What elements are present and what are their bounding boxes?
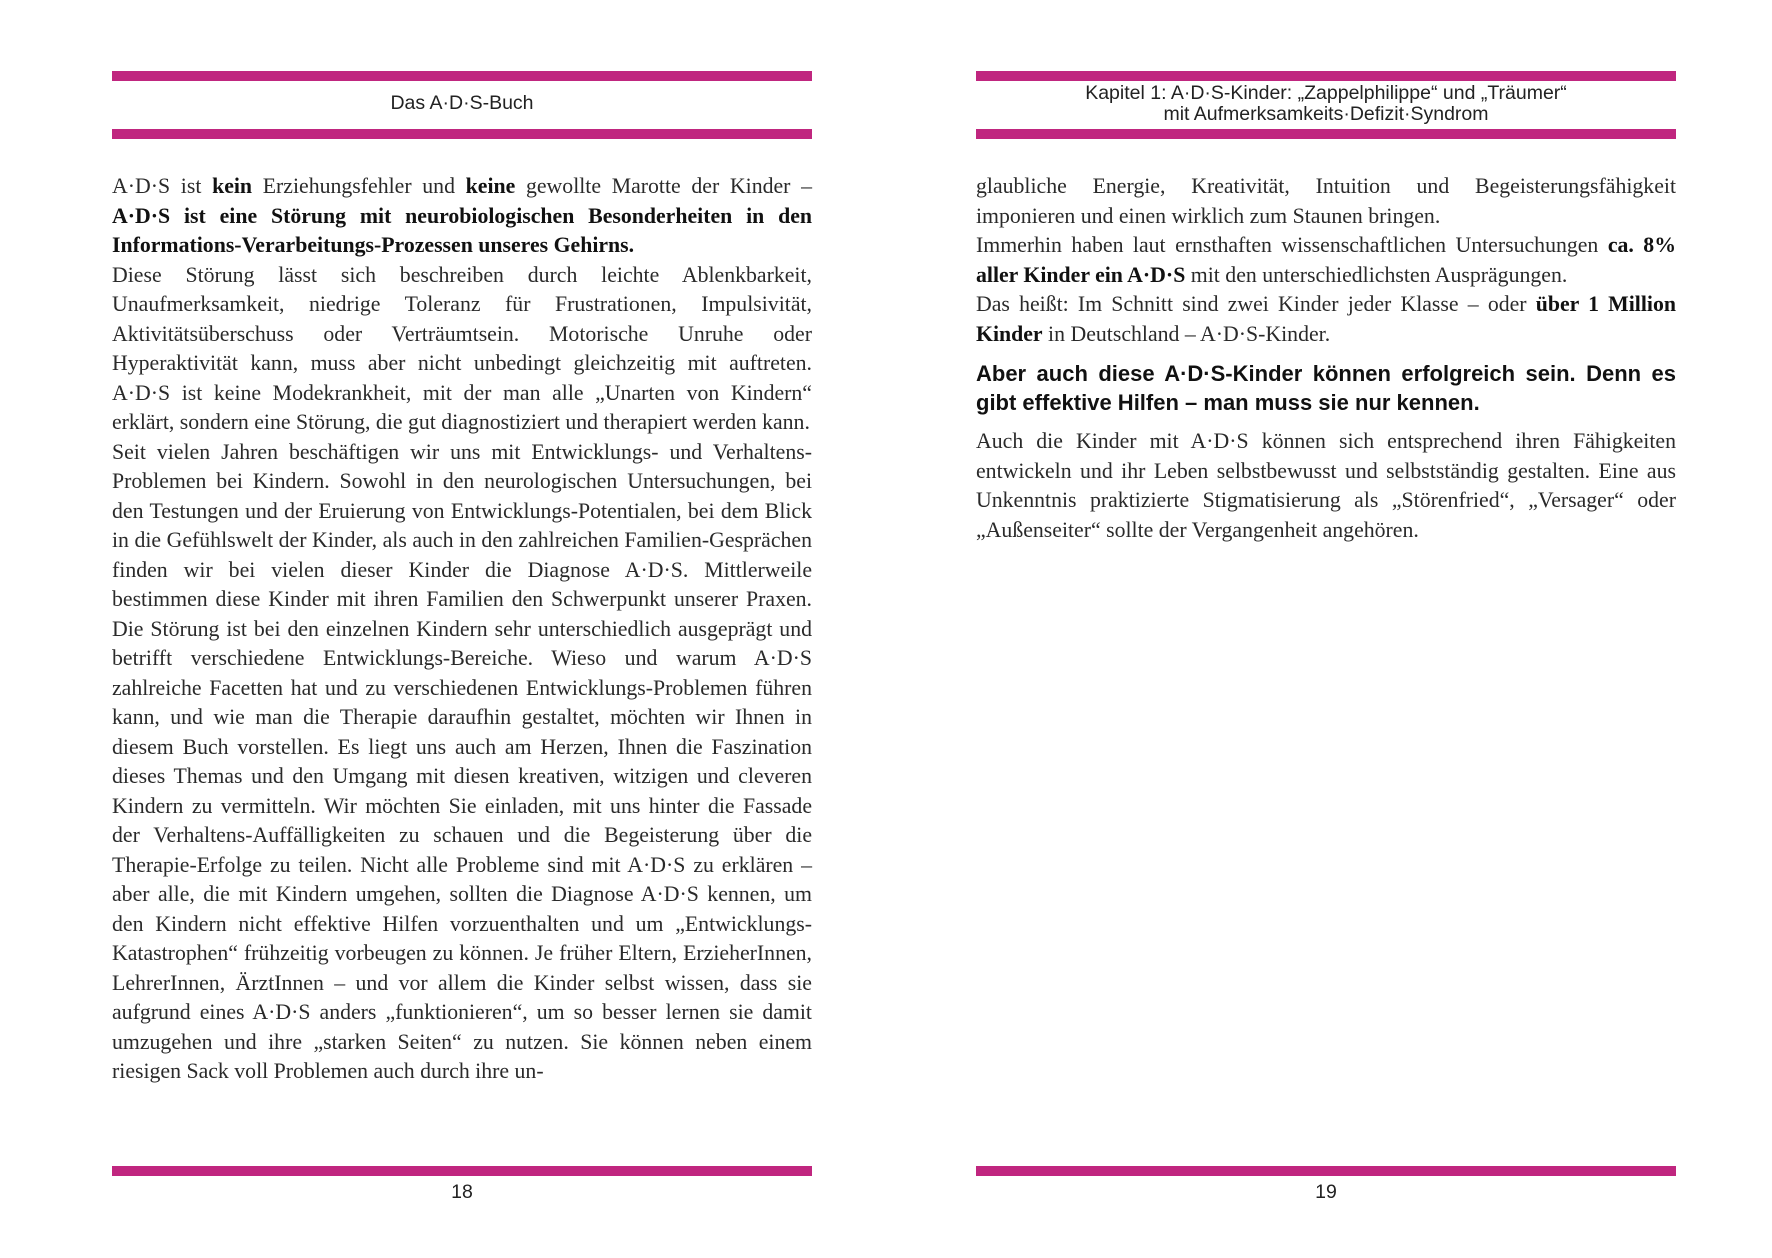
header-rule-top (976, 71, 1676, 81)
header-rule-top (112, 71, 812, 81)
header-rule-bottom (976, 129, 1676, 139)
right-page (976, 0, 1676, 1258)
page-number: 19 (1315, 1181, 1337, 1203)
paragraph: Seit vielen Jahren beschäftigen wir uns mit Entwicklungs- und Verhaltens-Problemen bei Kindern. Sowohl in den neurologischen Untersuchungen, bei den Testungen und der Eruierung von Entwicklungs-Potentialen, bei dem Blick in die Gefühlswelt der Kinder, als auch in den zahlreichen Familien-Gesprächen finden wir bei vielen dieser Kinder die Diagnose A·D·S. Mittlerweile bestimmen diese Kinder mit ihren Familien den Schwerpunkt unserer Praxen. Die Störung ist bei den einzelnen Kindern sehr unterschiedlich ausgeprägt und betrifft verschiedene Entwicklungs-Bereiche. Wieso und warum A·D·S zahlreiche Facetten hat und zu verschiedenen Entwicklungs-Problemen führen kann, und wie man die Therapie daraufhin gestaltet, möchten wir Ihnen in diesem Buch vorstellen. Es liegt uns auch am Herzen, Ihnen die Faszination dieses Themas und den Umgang mit diesen kreativen, witzigen und cleveren Kindern zu vermitteln. Wir möchten Sie einladen, mit uns hinter die Fassade der Verhaltens-Auffälligkeiten zu schauen und die Begeisterung über die Therapie-Erfolge zu teilen. Nicht alle Probleme sind mit A·D·S zu erklären – aber alle, die mit Kindern umgehen, sollten die Diagnose A·D·S kennen, um den Kindern nicht effektive Hilfen vorzuenthalten und um „Entwicklungs-Katastrophen“ frühzeitig vorbeugen zu können. Je früher Eltern, ErzieherInnen, LehrerInnen, ÄrztInnen – und vor allem die Kinder selbst wissen, dass sie aufgrund eines A·D·S anders „funktionieren“, um so besser lernen sie damit umzugehen und ihre „starken Seiten“ zu nutzen. Sie können neben einem riesigen Sack voll Problemen auch durch ihre un- (112, 439, 812, 1083)
left-page (112, 0, 812, 1258)
body-text (112, 172, 812, 1087)
running-header: Das A·D·S-Buch (390, 92, 534, 114)
footer-rule (112, 1166, 812, 1176)
paragraph: Immerhin haben laut ernsthaften wissenschaftlichen Untersuchungen ca. 8% aller Kinder ein A·D·S mit den unterschiedlichsten Ausprägungen. (976, 233, 1676, 287)
footer-rule (976, 1166, 1676, 1176)
running-header (976, 83, 1676, 125)
paragraph: Diese Störung lässt sich beschreiben durch leichte Ablenkbarkeit, Unaufmerksamkeit, niedrige Toleranz für Frustrationen, Impulsivität, Aktivitätsüberschuss oder Verträumtsein. Motorische Unruhe oder Hyperaktivität kann, muss aber nicht unbedingt gleichzeitig mit auftreten. A·D·S ist keine Modekrankheit, mit der man alle „Unarten von Kindern“ erklärt, sondern eine Störung, die gut diagnostiziert und therapiert werden kann. (112, 262, 812, 434)
header-line: mit Aufmerksamkeits·Defizit·Syndrom (1163, 103, 1489, 125)
highlight-heading: Aber auch diese A·D·S-Kinder können erfolgreich sein. Denn es gibt effektive Hilfen – man muss sie nur kennen. (976, 361, 1676, 415)
header-rule-bottom (112, 129, 812, 139)
body-text (976, 172, 1676, 545)
paragraph: glaubliche Energie, Kreativität, Intuition und Begeisterungsfähigkeit imponieren und einen wirklich zum Staunen bringen. (976, 174, 1676, 228)
paragraph-intro: A·D·S ist kein Erziehungsfehler und keine gewollte Marotte der Kinder – A·D·S ist eine Störung mit neurobiologischen Besonderheiten in den Informations-Verarbeitungs-Prozessen unseres Gehirns. (112, 174, 812, 257)
paragraph: Auch die Kinder mit A·D·S können sich entsprechend ihren Fähigkeiten entwickeln und ihr Leben selbstbewusst und selbstständig gestalten. Eine aus Unkenntnis praktizierte Stigmatisierung als „Störenfried“, „Versager“ oder „Außenseiter“ sollte der Vergangenheit angehören. (976, 429, 1676, 542)
paragraph: Das heißt: Im Schnitt sind zwei Kinder jeder Klasse – oder über 1 Million Kinder in Deutschland – A·D·S-Kinder. (976, 292, 1676, 346)
header-line: Kapitel 1: A·D·S-Kinder: „Zappelphilippe“ und „Träumer“ (1085, 82, 1567, 104)
page-number: 18 (451, 1181, 473, 1203)
